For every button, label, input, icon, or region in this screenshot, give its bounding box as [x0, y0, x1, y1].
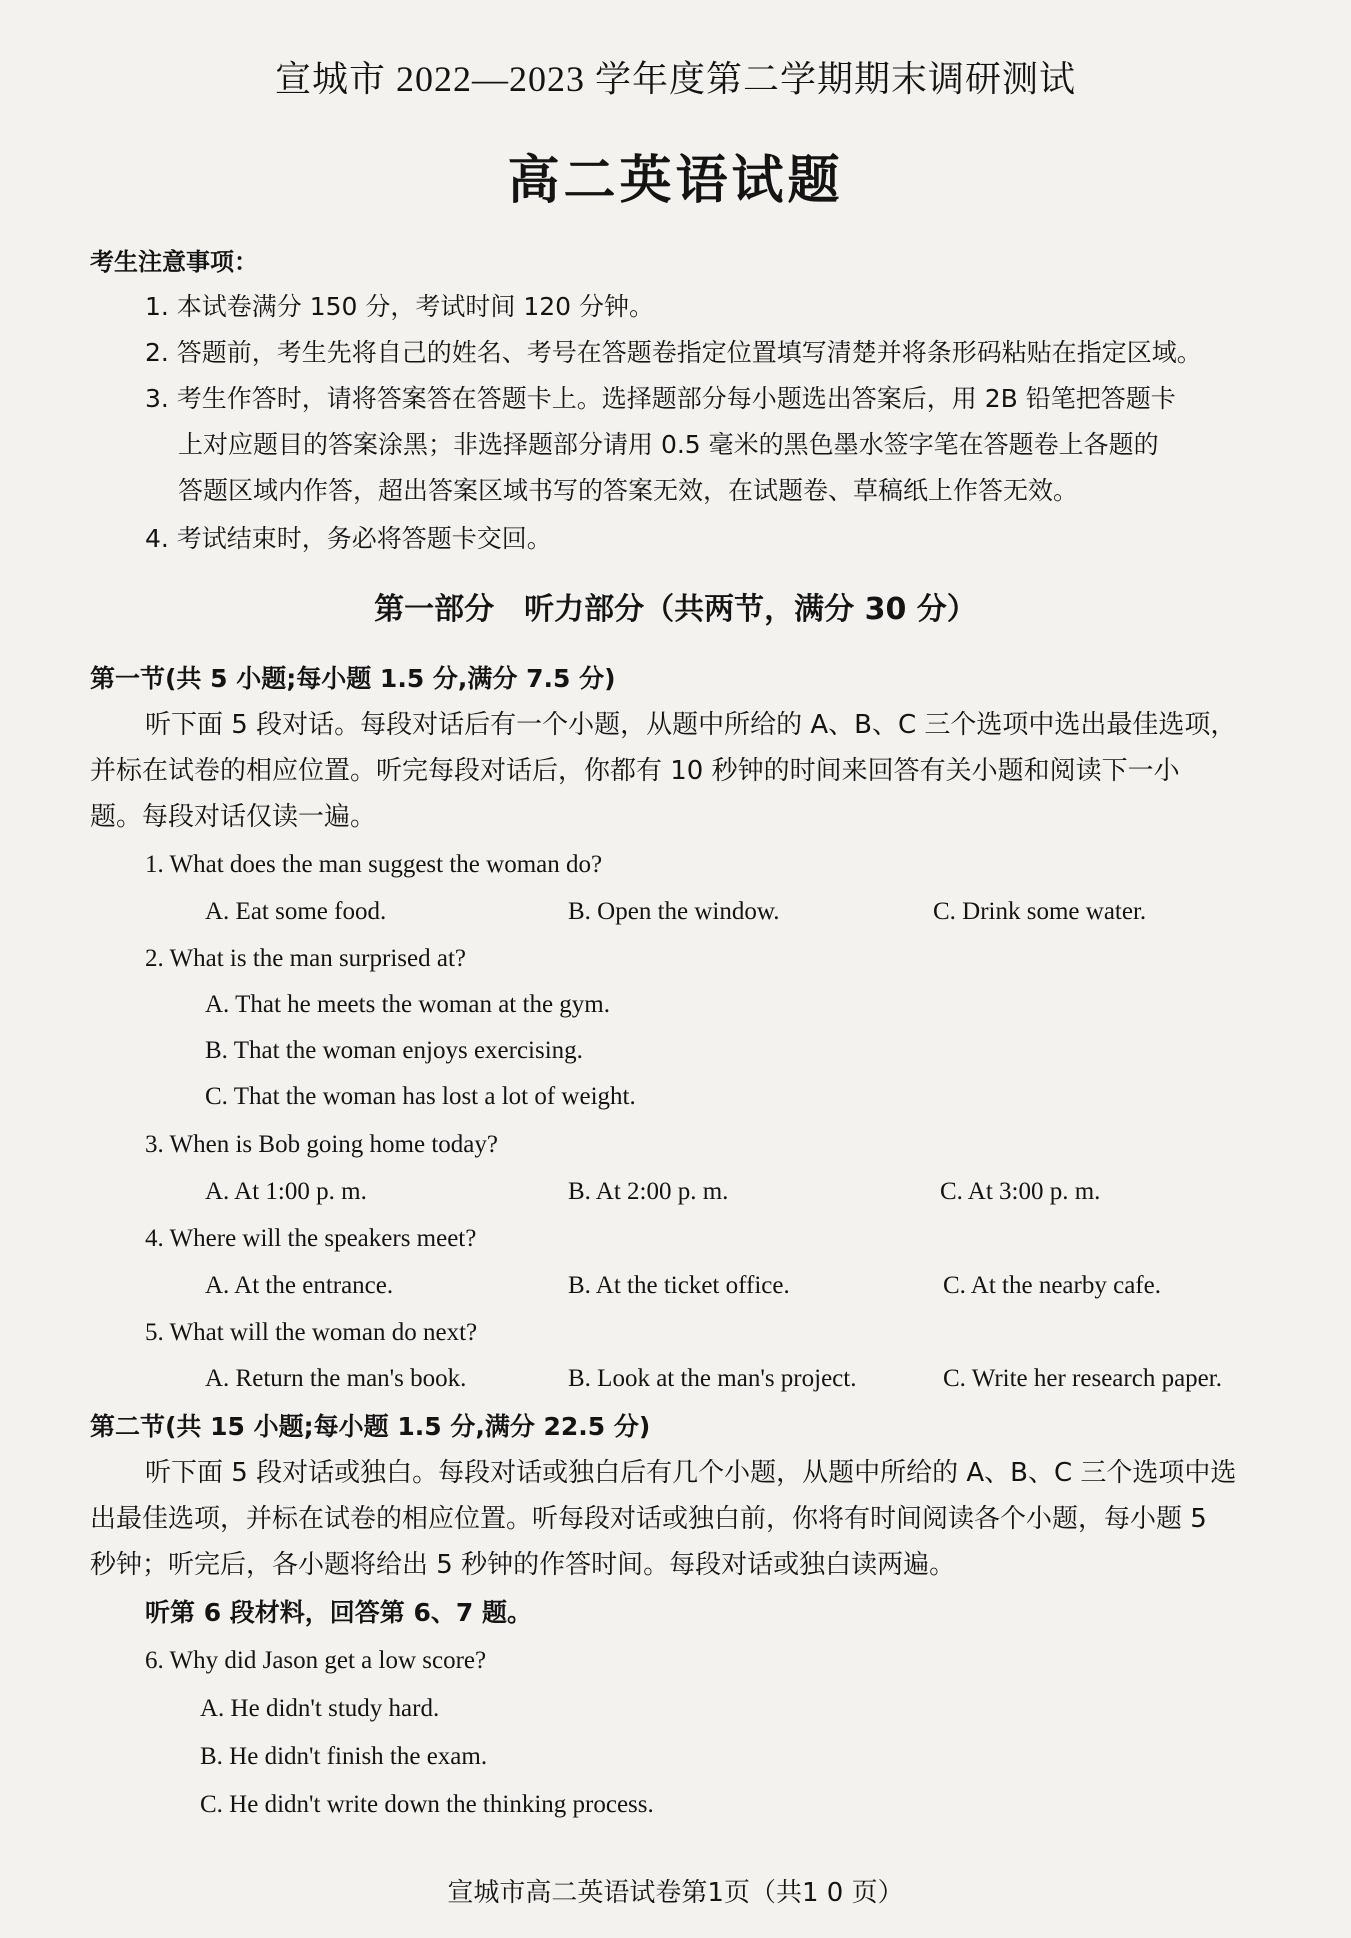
- notes-heading: 考生注意事项：: [90, 248, 258, 276]
- option-b: B. He didn't finish the exam.: [200, 1743, 488, 1770]
- option-a: A. Eat some food.: [205, 898, 387, 925]
- question-stem: 4. Where will the speakers meet?: [145, 1225, 477, 1252]
- instruction-line: 秒钟；听完后，各小题将给出 5 秒钟的作答时间。每段对话或独白读两遍。: [90, 1550, 956, 1580]
- section-heading: 第二节(共 15 小题;每小题 1.5 分,满分 22.5 分): [90, 1412, 651, 1441]
- question-stem: 5. What will the woman do next?: [145, 1319, 478, 1346]
- option-c: C. That the woman has lost a lot of weight.: [205, 1083, 636, 1110]
- option-a: A. At 1:00 p. m.: [205, 1178, 367, 1205]
- option-a: A. Return the man's book.: [205, 1365, 467, 1392]
- option-b: B. At the ticket office.: [568, 1272, 790, 1299]
- note-item: 上对应题目的答案涂黑；非选择题部分请用 0.5 毫米的黑色墨水签字笔在答题卷上各题的: [178, 430, 1159, 459]
- option-b: B. At 2:00 p. m.: [568, 1178, 729, 1205]
- question-stem: 3. When is Bob going home today?: [145, 1131, 498, 1158]
- section-heading: 第一节(共 5 小题;每小题 1.5 分,满分 7.5 分): [90, 664, 616, 693]
- instruction-line: 听下面 5 段对话。每段对话后有一个小题，从题中所给的 A、B、C 三个选项中选出最佳选项，: [145, 710, 1237, 740]
- instruction-line: 听下面 5 段对话或独白。每段对话或独白后有几个小题，从题中所给的 A、B、C 三个选项中选: [145, 1458, 1237, 1488]
- question-stem: 2. What is the man surprised at?: [145, 945, 466, 972]
- option-c: C. He didn't write down the thinking process.: [200, 1791, 654, 1818]
- option-b: B. That the woman enjoys exercising.: [205, 1037, 583, 1064]
- note-item: 1. 本试卷满分 150 分，考试时间 120 分钟。: [145, 292, 655, 321]
- note-item: 2. 答题前，考生先将自己的姓名、考号在答题卷指定位置填写清楚并将条形码粘贴在指定区域。: [145, 338, 1202, 367]
- instruction-line: 并标在试卷的相应位置。听完每段对话后，你都有 10 秒钟的时间来回答有关小题和阅读下一小: [90, 756, 1180, 786]
- note-item: 4. 考试结束时，务必将答题卡交回。: [145, 524, 552, 553]
- question-stem: 1. What does the man suggest the woman do?: [145, 851, 603, 878]
- exam-title: 宣城市 2022—2023 学年度第二学期期末调研测试: [274, 59, 1076, 99]
- option-c: C. Write her research paper.: [943, 1365, 1222, 1392]
- page-footer: 宣城市高二英语试卷第1页（共1 0 页）: [447, 1878, 904, 1908]
- note-item: 答题区域内作答，超出答案区域书写的答案无效，在试题卷、草稿纸上作答无效。: [178, 476, 1079, 505]
- option-c: C. At the nearby cafe.: [943, 1272, 1161, 1299]
- option-c: C. At 3:00 p. m.: [940, 1178, 1101, 1205]
- instruction-line: 题。每段对话仅读一遍。: [90, 802, 377, 832]
- option-b: B. Open the window.: [568, 898, 780, 925]
- option-a: A. That he meets the woman at the gym.: [205, 991, 610, 1018]
- option-b: B. Look at the man's project.: [568, 1365, 857, 1392]
- question-stem: 6. Why did Jason get a low score?: [145, 1647, 487, 1674]
- instruction-line: 出最佳选项，并标在试卷的相应位置。听每段对话或独白前，你将有时间阅读各个小题，每小题 5: [90, 1504, 1207, 1534]
- note-item: 3. 考生作答时，请将答案答在答题卡上。选择题部分每小题选出答案后，用 2B 铅笔把答题卡: [145, 384, 1176, 413]
- material-hint: 听第 6 段材料，回答第 6、7 题。: [145, 1598, 533, 1627]
- option-a: A. He didn't study hard.: [200, 1695, 440, 1722]
- exam-subject-title: 高二英语试题: [507, 151, 844, 211]
- part-heading: 第一部分 听力部分（共两节，满分 30 分）: [374, 592, 977, 627]
- option-c: C. Drink some water.: [933, 898, 1147, 925]
- option-a: A. At the entrance.: [205, 1272, 394, 1299]
